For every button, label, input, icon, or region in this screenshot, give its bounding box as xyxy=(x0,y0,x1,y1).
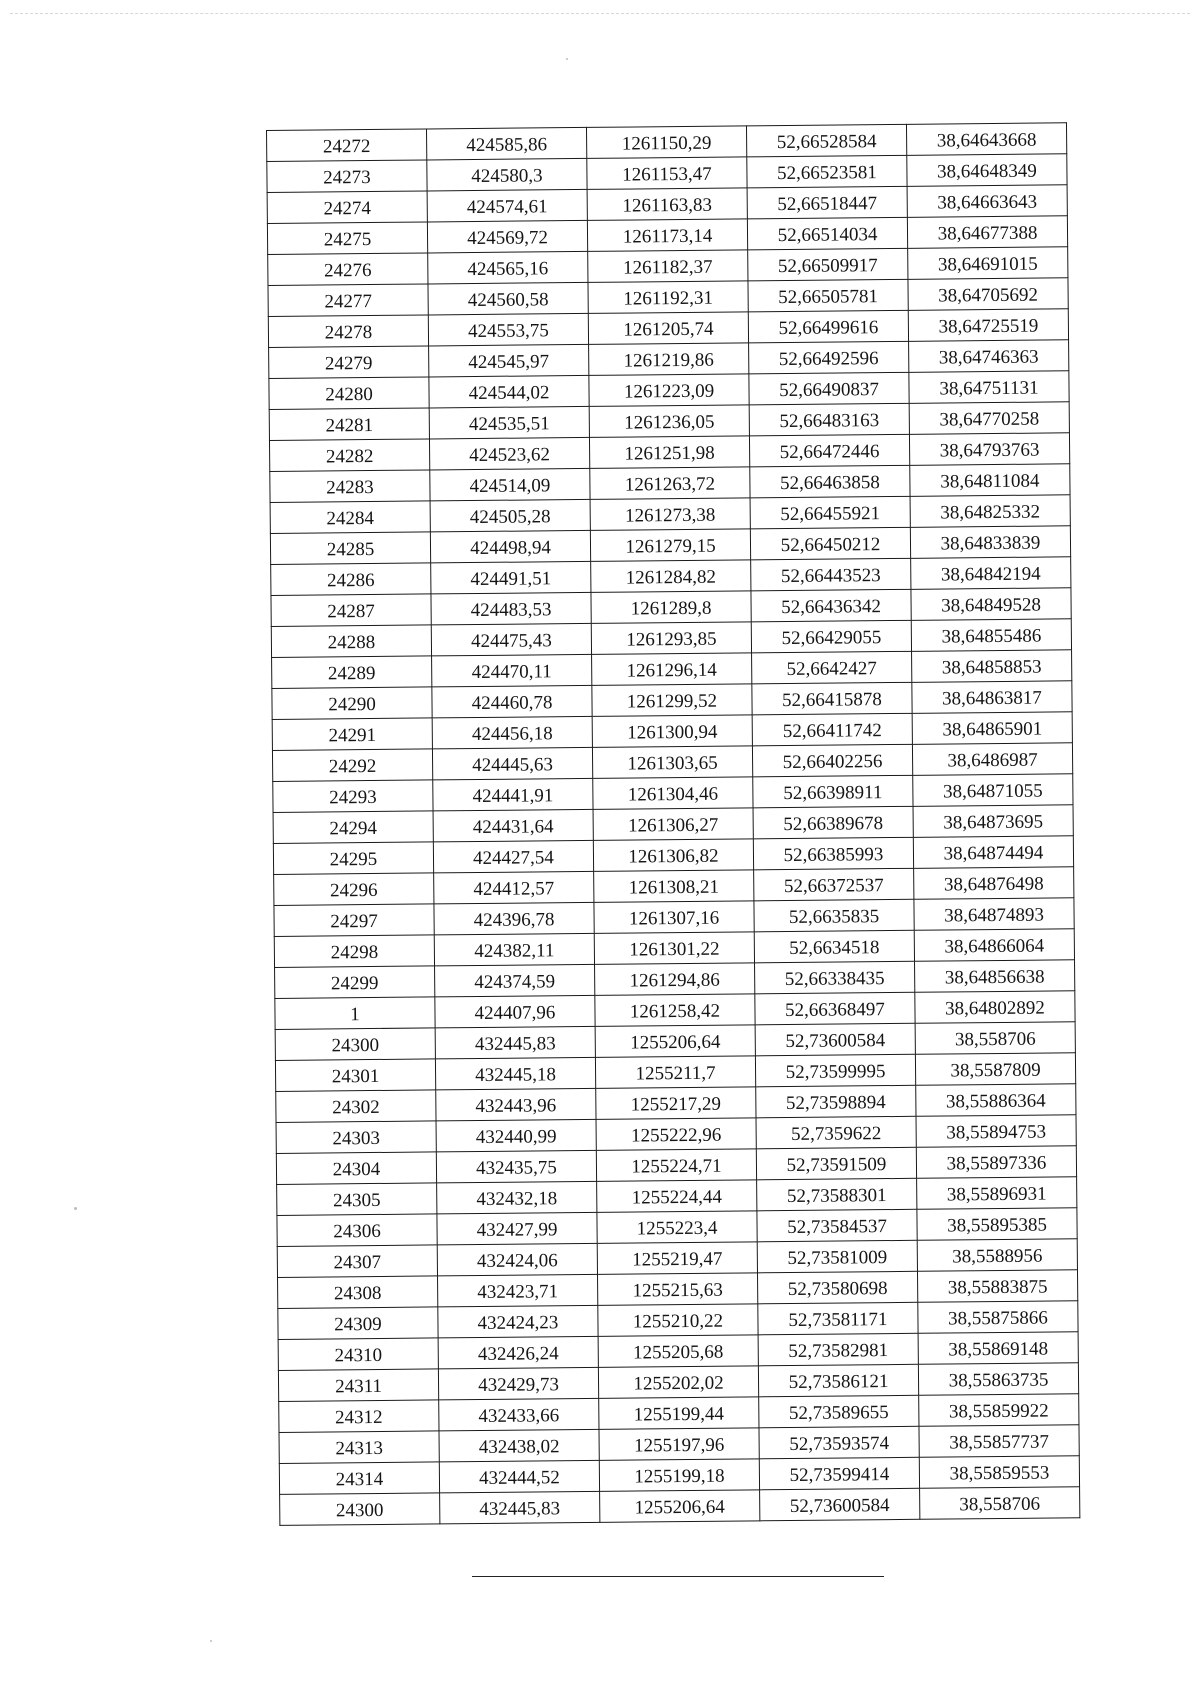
x-coordinate-cell: 432429,73 xyxy=(438,1367,598,1400)
x-coordinate-cell: 432433,66 xyxy=(439,1398,599,1431)
latitude-cell: 52,66398911 xyxy=(753,775,913,808)
longitude-cell: 38,55869148 xyxy=(918,1332,1078,1365)
longitude-cell: 38,55894753 xyxy=(916,1115,1076,1148)
y-coordinate-cell: 1261173,14 xyxy=(587,219,747,252)
longitude-cell: 38,5588956 xyxy=(917,1239,1077,1272)
point-number-cell: 24305 xyxy=(277,1183,437,1216)
longitude-cell: 38,55875866 xyxy=(918,1301,1078,1334)
y-coordinate-cell: 1255205,68 xyxy=(598,1335,758,1368)
latitude-cell: 52,73598894 xyxy=(756,1085,916,1118)
y-coordinate-cell: 1255219,47 xyxy=(597,1242,757,1275)
x-coordinate-cell: 424514,09 xyxy=(430,468,590,501)
y-coordinate-cell: 1261307,16 xyxy=(594,901,754,934)
longitude-cell: 38,64705692 xyxy=(908,278,1068,311)
y-coordinate-cell: 1255217,29 xyxy=(596,1087,756,1120)
latitude-cell: 52,66429055 xyxy=(751,620,911,653)
y-coordinate-cell: 1261303,65 xyxy=(592,746,752,779)
y-coordinate-cell: 1261251,98 xyxy=(589,436,749,469)
x-coordinate-cell: 432424,23 xyxy=(438,1305,598,1338)
longitude-cell: 38,64866064 xyxy=(914,929,1074,962)
latitude-cell: 52,73581009 xyxy=(757,1240,917,1273)
longitude-cell: 38,55886364 xyxy=(916,1084,1076,1117)
point-number-cell: 24312 xyxy=(279,1400,439,1433)
x-coordinate-cell: 424431,64 xyxy=(433,809,593,842)
longitude-cell: 38,64863817 xyxy=(912,681,1072,714)
point-number-cell: 24313 xyxy=(279,1431,439,1464)
longitude-cell: 38,55857737 xyxy=(919,1425,1079,1458)
longitude-cell: 38,558706 xyxy=(915,1022,1075,1055)
point-number-cell: 24299 xyxy=(275,966,435,999)
x-coordinate-cell: 424545,97 xyxy=(429,344,589,377)
latitude-cell: 52,66528584 xyxy=(746,124,906,157)
point-number-cell: 24295 xyxy=(273,842,433,875)
coordinates-table xyxy=(266,122,1080,1526)
longitude-cell: 38,64811084 xyxy=(910,464,1070,497)
point-number-cell: 24300 xyxy=(275,1028,435,1061)
x-coordinate-cell: 424560,58 xyxy=(428,282,588,315)
y-coordinate-cell: 1255215,63 xyxy=(598,1273,758,1306)
y-coordinate-cell: 1261182,37 xyxy=(588,250,748,283)
x-coordinate-cell: 424491,51 xyxy=(431,561,591,594)
y-coordinate-cell: 1255211,7 xyxy=(595,1056,755,1089)
point-number-cell: 24272 xyxy=(267,129,427,162)
longitude-cell: 38,55897336 xyxy=(916,1146,1076,1179)
point-number-cell: 24279 xyxy=(269,346,429,379)
latitude-cell: 52,66492596 xyxy=(749,341,909,374)
latitude-cell: 52,6634518 xyxy=(754,930,914,963)
x-coordinate-cell: 424505,28 xyxy=(430,499,590,532)
y-coordinate-cell: 1255199,44 xyxy=(599,1397,759,1430)
x-coordinate-cell: 424580,3 xyxy=(427,158,587,191)
y-coordinate-cell: 1261219,86 xyxy=(589,343,749,376)
latitude-cell: 52,66523581 xyxy=(747,155,907,188)
x-coordinate-cell: 424470,11 xyxy=(432,654,592,687)
latitude-cell: 52,66455921 xyxy=(750,496,910,529)
latitude-cell: 52,66472446 xyxy=(749,434,909,467)
x-coordinate-cell: 424374,59 xyxy=(435,964,595,997)
y-coordinate-cell: 1261205,74 xyxy=(588,312,748,345)
scan-speck xyxy=(74,1207,77,1210)
point-number-cell: 24284 xyxy=(270,501,430,534)
latitude-cell: 52,73600584 xyxy=(755,1023,915,1056)
latitude-cell: 52,66443523 xyxy=(751,558,911,591)
longitude-cell: 38,64643668 xyxy=(906,123,1066,156)
point-number-cell: 24289 xyxy=(272,656,432,689)
point-number-cell: 24314 xyxy=(279,1462,439,1495)
x-coordinate-cell: 424535,51 xyxy=(429,406,589,439)
x-coordinate-cell: 432435,75 xyxy=(436,1150,596,1183)
x-coordinate-cell: 424445,63 xyxy=(432,747,592,780)
point-number-cell: 24300 xyxy=(280,1493,440,1526)
latitude-cell: 52,73582981 xyxy=(758,1333,918,1366)
latitude-cell: 52,66463858 xyxy=(750,465,910,498)
y-coordinate-cell: 1261153,47 xyxy=(587,157,747,190)
scan-speck xyxy=(566,58,568,60)
y-coordinate-cell: 1255223,4 xyxy=(597,1211,757,1244)
latitude-cell: 52,66518447 xyxy=(747,186,907,219)
point-number-cell: 24276 xyxy=(268,253,428,286)
point-number-cell: 24292 xyxy=(272,749,432,782)
latitude-cell: 52,73588301 xyxy=(757,1178,917,1211)
longitude-cell: 38,55883875 xyxy=(917,1270,1077,1303)
y-coordinate-cell: 1261308,21 xyxy=(594,870,754,903)
y-coordinate-cell: 1261294,86 xyxy=(595,963,755,996)
longitude-cell: 38,64770258 xyxy=(909,402,1069,435)
point-number-cell: 24309 xyxy=(278,1307,438,1340)
latitude-cell: 52,66372537 xyxy=(754,868,914,901)
y-coordinate-cell: 1261296,14 xyxy=(592,653,752,686)
x-coordinate-cell: 432432,18 xyxy=(437,1181,597,1214)
point-number-cell: 24278 xyxy=(268,315,428,348)
point-number-cell: 24302 xyxy=(276,1090,436,1123)
y-coordinate-cell: 1261150,29 xyxy=(586,126,746,159)
longitude-cell: 38,64874494 xyxy=(913,836,1073,869)
x-coordinate-cell: 432424,06 xyxy=(437,1243,597,1276)
y-coordinate-cell: 1261300,94 xyxy=(592,715,752,748)
y-coordinate-cell: 1261263,72 xyxy=(590,467,750,500)
latitude-cell: 52,6635835 xyxy=(754,899,914,932)
longitude-cell: 38,64663643 xyxy=(907,185,1067,218)
point-number-cell: 24275 xyxy=(267,222,427,255)
x-coordinate-cell: 424574,61 xyxy=(427,189,587,222)
latitude-cell: 52,66505781 xyxy=(748,279,908,312)
point-number-cell: 24273 xyxy=(267,160,427,193)
point-number-cell: 24308 xyxy=(278,1276,438,1309)
point-number-cell: 24290 xyxy=(272,687,432,720)
y-coordinate-cell: 1255199,18 xyxy=(599,1459,759,1492)
y-coordinate-cell: 1261279,15 xyxy=(590,529,750,562)
point-number-cell: 24286 xyxy=(271,563,431,596)
y-coordinate-cell: 1261163,83 xyxy=(587,188,747,221)
y-coordinate-cell: 1255197,96 xyxy=(599,1428,759,1461)
y-coordinate-cell: 1261293,85 xyxy=(591,622,751,655)
y-coordinate-cell: 1255224,44 xyxy=(597,1180,757,1213)
point-number-cell: 24287 xyxy=(271,594,431,627)
latitude-cell: 52,66338435 xyxy=(755,961,915,994)
latitude-cell: 52,73593574 xyxy=(759,1426,919,1459)
scan-edge xyxy=(10,13,1190,14)
latitude-cell: 52,66368497 xyxy=(755,992,915,1025)
latitude-cell: 52,66499616 xyxy=(748,310,908,343)
point-number-cell: 24274 xyxy=(267,191,427,224)
x-coordinate-cell: 424523,62 xyxy=(429,437,589,470)
y-coordinate-cell: 1261289,8 xyxy=(591,591,751,624)
x-coordinate-cell: 424460,78 xyxy=(432,685,592,718)
latitude-cell: 52,73589655 xyxy=(759,1395,919,1428)
longitude-cell: 38,64677388 xyxy=(907,216,1067,249)
longitude-cell: 38,64825332 xyxy=(910,495,1070,528)
x-coordinate-cell: 432444,52 xyxy=(439,1460,599,1493)
latitude-cell: 52,73591509 xyxy=(756,1147,916,1180)
x-coordinate-cell: 432445,83 xyxy=(440,1491,600,1524)
longitude-cell: 38,64793763 xyxy=(909,433,1069,466)
longitude-cell: 38,64849528 xyxy=(911,588,1071,621)
y-coordinate-cell: 1261301,22 xyxy=(594,932,754,965)
latitude-cell: 52,6642427 xyxy=(752,651,912,684)
point-number-cell: 24294 xyxy=(273,811,433,844)
latitude-cell: 52,7359622 xyxy=(756,1116,916,1149)
point-number-cell: 24311 xyxy=(278,1369,438,1402)
x-coordinate-cell: 432426,24 xyxy=(438,1336,598,1369)
table-row xyxy=(280,1487,1080,1526)
longitude-cell: 38,64802892 xyxy=(915,991,1075,1024)
y-coordinate-cell: 1261306,27 xyxy=(593,808,753,841)
latitude-cell: 52,66514034 xyxy=(747,217,907,250)
longitude-cell: 38,64874893 xyxy=(914,898,1074,931)
y-coordinate-cell: 1261306,82 xyxy=(593,839,753,872)
point-number-cell: 24282 xyxy=(269,439,429,472)
x-coordinate-cell: 424498,94 xyxy=(430,530,590,563)
longitude-cell: 38,64746363 xyxy=(909,340,1069,373)
x-coordinate-cell: 424565,16 xyxy=(428,251,588,284)
latitude-cell: 52,73581171 xyxy=(758,1302,918,1335)
x-coordinate-cell: 424456,18 xyxy=(432,716,592,749)
latitude-cell: 52,66490837 xyxy=(749,372,909,405)
point-number-cell: 24298 xyxy=(274,935,434,968)
latitude-cell: 52,66402256 xyxy=(752,744,912,777)
longitude-cell: 38,55859922 xyxy=(919,1394,1079,1427)
longitude-cell: 38,64876498 xyxy=(914,867,1074,900)
longitude-cell: 38,64856638 xyxy=(915,960,1075,993)
point-number-cell: 24288 xyxy=(271,625,431,658)
latitude-cell: 52,66436342 xyxy=(751,589,911,622)
x-coordinate-cell: 424407,96 xyxy=(435,995,595,1028)
x-coordinate-cell: 424483,53 xyxy=(431,592,591,625)
y-coordinate-cell: 1255224,71 xyxy=(596,1149,756,1182)
longitude-cell: 38,64871055 xyxy=(913,774,1073,807)
latitude-cell: 52,66411742 xyxy=(752,713,912,746)
x-coordinate-cell: 432438,02 xyxy=(439,1429,599,1462)
y-coordinate-cell: 1261192,31 xyxy=(588,281,748,314)
point-number-cell: 24310 xyxy=(278,1338,438,1371)
longitude-cell: 38,6486987 xyxy=(912,743,1072,776)
point-number-cell: 24293 xyxy=(273,780,433,813)
latitude-cell: 52,66450212 xyxy=(750,527,910,560)
x-coordinate-cell: 432423,71 xyxy=(438,1274,598,1307)
longitude-cell: 38,64873695 xyxy=(913,805,1073,838)
latitude-cell: 52,73599414 xyxy=(759,1457,919,1490)
x-coordinate-cell: 432445,18 xyxy=(435,1057,595,1090)
x-coordinate-cell: 432440,99 xyxy=(436,1119,596,1152)
y-coordinate-cell: 1261284,82 xyxy=(591,560,751,593)
latitude-cell: 52,73599995 xyxy=(755,1054,915,1087)
y-coordinate-cell: 1261223,09 xyxy=(589,374,749,407)
longitude-cell: 38,64865901 xyxy=(912,712,1072,745)
point-number-cell: 24291 xyxy=(272,718,432,751)
longitude-cell: 38,55895385 xyxy=(917,1208,1077,1241)
point-number-cell: 24307 xyxy=(277,1245,437,1278)
table-body xyxy=(267,123,1080,1526)
longitude-cell: 38,64751131 xyxy=(909,371,1069,404)
point-number-cell: 24296 xyxy=(274,873,434,906)
end-rule xyxy=(472,1576,884,1577)
x-coordinate-cell: 424569,72 xyxy=(427,220,587,253)
y-coordinate-cell: 1255222,96 xyxy=(596,1118,756,1151)
longitude-cell: 38,64833839 xyxy=(910,526,1070,559)
longitude-cell: 38,64842194 xyxy=(911,557,1071,590)
y-coordinate-cell: 1261299,52 xyxy=(592,684,752,717)
point-number-cell: 24280 xyxy=(269,377,429,410)
longitude-cell: 38,64691015 xyxy=(908,247,1068,280)
x-coordinate-cell: 432443,96 xyxy=(436,1088,596,1121)
point-number-cell: 24297 xyxy=(274,904,434,937)
longitude-cell: 38,55896931 xyxy=(917,1177,1077,1210)
latitude-cell: 52,73580698 xyxy=(757,1271,917,1304)
point-number-cell: 1 xyxy=(275,997,435,1030)
y-coordinate-cell: 1255210,22 xyxy=(598,1304,758,1337)
y-coordinate-cell: 1255206,64 xyxy=(595,1025,755,1058)
y-coordinate-cell: 1261304,46 xyxy=(593,777,753,810)
point-number-cell: 24281 xyxy=(269,408,429,441)
x-coordinate-cell: 424475,43 xyxy=(431,623,591,656)
y-coordinate-cell: 1255202,02 xyxy=(598,1366,758,1399)
x-coordinate-cell: 424553,75 xyxy=(428,313,588,346)
latitude-cell: 52,73600584 xyxy=(760,1488,920,1521)
latitude-cell: 52,66389678 xyxy=(753,806,913,839)
point-number-cell: 24301 xyxy=(275,1059,435,1092)
y-coordinate-cell: 1261236,05 xyxy=(589,405,749,438)
x-coordinate-cell: 424382,11 xyxy=(434,933,594,966)
y-coordinate-cell: 1261273,38 xyxy=(590,498,750,531)
point-number-cell: 24285 xyxy=(270,532,430,565)
x-coordinate-cell: 424427,54 xyxy=(433,840,593,873)
longitude-cell: 38,558706 xyxy=(920,1487,1080,1520)
longitude-cell: 38,64725519 xyxy=(908,309,1068,342)
latitude-cell: 52,66415878 xyxy=(752,682,912,715)
latitude-cell: 52,66385993 xyxy=(753,837,913,870)
x-coordinate-cell: 432427,99 xyxy=(437,1212,597,1245)
longitude-cell: 38,64855486 xyxy=(911,619,1071,652)
point-number-cell: 24306 xyxy=(277,1214,437,1247)
longitude-cell: 38,55863735 xyxy=(918,1363,1078,1396)
y-coordinate-cell: 1255206,64 xyxy=(600,1490,760,1523)
point-number-cell: 24303 xyxy=(276,1121,436,1154)
x-coordinate-cell: 432445,83 xyxy=(435,1026,595,1059)
point-number-cell: 24283 xyxy=(270,470,430,503)
point-number-cell: 24304 xyxy=(276,1152,436,1185)
x-coordinate-cell: 424441,91 xyxy=(433,778,593,811)
y-coordinate-cell: 1261258,42 xyxy=(595,994,755,1027)
point-number-cell: 24277 xyxy=(268,284,428,317)
x-coordinate-cell: 424396,78 xyxy=(434,902,594,935)
latitude-cell: 52,73584537 xyxy=(757,1209,917,1242)
latitude-cell: 52,73586121 xyxy=(758,1364,918,1397)
latitude-cell: 52,66509917 xyxy=(748,248,908,281)
longitude-cell: 38,55859553 xyxy=(919,1456,1079,1489)
longitude-cell: 38,64858853 xyxy=(912,650,1072,683)
x-coordinate-cell: 424412,57 xyxy=(434,871,594,904)
latitude-cell: 52,66483163 xyxy=(749,403,909,436)
scan-speck xyxy=(210,1640,212,1642)
x-coordinate-cell: 424585,86 xyxy=(426,127,586,160)
longitude-cell: 38,64648349 xyxy=(907,154,1067,187)
x-coordinate-cell: 424544,02 xyxy=(429,375,589,408)
longitude-cell: 38,5587809 xyxy=(915,1053,1075,1086)
